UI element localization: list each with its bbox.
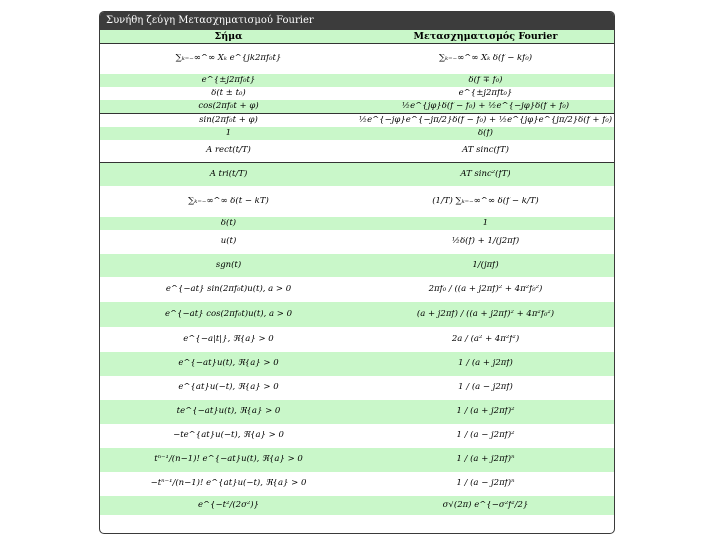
transform-cell: 1 / (a + j2πf)²: [456, 407, 515, 417]
table-row: [100, 277, 614, 302]
table-row: [100, 87, 614, 100]
signal-cell: ∑ₖ₌₋∞^∞ δ(t − kT): [188, 196, 269, 206]
signal-cell: e^{−at}u(t), ℜ{a} > 0: [178, 359, 279, 369]
signal-cell: u(t): [220, 237, 237, 247]
table-row: [100, 162, 614, 186]
table-row: [100, 140, 614, 162]
transform-cell: AT sinc²(fT): [460, 169, 511, 179]
transform-cell: δ(f ∓ f₀): [468, 75, 503, 85]
transform-cell: 1 / (a − j2πf): [458, 383, 513, 393]
table-row: [100, 472, 614, 496]
table-row: [100, 448, 614, 472]
transform-cell: e^{±j2πft₀}: [458, 88, 513, 98]
signal-cell: cos(2πf₀t + φ): [198, 101, 259, 111]
transform-cell: ½δ(f) + 1/(j2πf): [451, 237, 520, 247]
transform-cell: δ(f): [478, 128, 493, 138]
table-row: [100, 254, 614, 277]
table-row: [100, 100, 614, 113]
signal-cell: e^{−t²/(2σ²)}: [197, 500, 260, 510]
table-row: [100, 327, 614, 352]
transform-cell: 1 / (a + j2πf): [458, 359, 513, 369]
signal-cell: ∑ₖ₌₋∞^∞ Xₖ e^{jk2πf₀t}: [175, 54, 282, 64]
transform-cell: 1: [482, 218, 489, 228]
table-row: [100, 113, 614, 127]
column-header-signal: Σήμα: [214, 31, 243, 42]
signal-cell: tⁿ⁻¹/(n−1)! e^{−at}u(t), ℜ{a} > 0: [154, 455, 303, 465]
table-row: [100, 230, 614, 254]
signal-cell: A rect(t/T): [206, 146, 251, 156]
signal-cell: e^{−at} sin(2πf₀t)u(t), a > 0: [165, 284, 292, 294]
signal-cell: sin(2πf₀t + φ): [199, 115, 258, 125]
table-body: [100, 44, 614, 515]
transform-cell: ½e^{−jφ}e^{−jπ/2}δ(f − f₀) + ½e^{jφ}e^{jπ/2}δ(f + f₀): [358, 115, 613, 125]
transform-cell: (1/T) ∑ₖ₌₋∞^∞ δ(f − k/T): [432, 196, 539, 206]
transform-cell: 1 / (a + j2πf)ⁿ: [456, 455, 515, 465]
signal-cell: e^{±j2πf₀t}: [201, 75, 256, 85]
table-title: Συνήθη ζεύγη Μετασχηματισμού Fourier: [100, 12, 614, 30]
signal-cell: e^{−at} cos(2πf₀t)u(t), a > 0: [164, 309, 293, 319]
table-row: [100, 496, 614, 515]
transform-cell: 1 / (a − j2πf)²: [456, 431, 515, 441]
signal-cell: e^{at}u(−t), ℜ{a} > 0: [178, 383, 279, 393]
signal-cell: −te^{at}u(−t), ℜ{a} > 0: [173, 431, 284, 441]
table-row: [100, 352, 614, 376]
signal-cell: 1: [225, 128, 232, 138]
table-row: [100, 302, 614, 327]
table-row: [100, 376, 614, 400]
fourier-table-card: [99, 11, 615, 534]
table-row: [100, 74, 614, 87]
signal-cell: sgn(t): [215, 260, 242, 270]
transform-cell: 2πf₀ / ((a + j2πf)² + 4π²f₀²): [428, 284, 543, 294]
signal-cell: te^{−at}u(t), ℜ{a} > 0: [176, 407, 281, 417]
signal-cell: −tⁿ⁻¹/(n−1)! e^{at}u(−t), ℜ{a} > 0: [150, 479, 307, 489]
table-row: [100, 217, 614, 230]
signal-cell: δ(t): [220, 218, 237, 228]
transform-cell: ∑ₖ₌₋∞^∞ Xₖ δ(f − kf₀): [438, 54, 533, 64]
signal-cell: e^{−a|t|}, ℜ{a} > 0: [183, 334, 274, 344]
column-header-transform: Μετασχηματισμός Fourier: [413, 31, 558, 42]
transform-cell: AT sinc(fT): [462, 146, 509, 156]
table-row: [100, 44, 614, 74]
table-row: [100, 400, 614, 424]
signal-cell: A tri(t/T): [209, 169, 248, 179]
transform-cell: 2a / (a² + 4π²f²): [451, 334, 520, 344]
signal-cell: δ(t ± t₀): [211, 88, 246, 98]
transform-cell: 1/(jπf): [472, 260, 499, 270]
table-row: [100, 186, 614, 217]
table-header: [100, 30, 614, 44]
transform-cell: (a + j2πf) / ((a + j2πf)² + 4π²f₀²): [416, 309, 555, 319]
transform-cell: ½e^{jφ}δ(f − f₀) + ½e^{−jφ}δ(f + f₀): [401, 101, 570, 111]
table-row: [100, 424, 614, 448]
transform-cell: σ√(2π) e^{−σ²f²/2}: [442, 500, 529, 510]
table-row: [100, 127, 614, 140]
transform-cell: 1 / (a − j2πf)ⁿ: [456, 479, 515, 489]
